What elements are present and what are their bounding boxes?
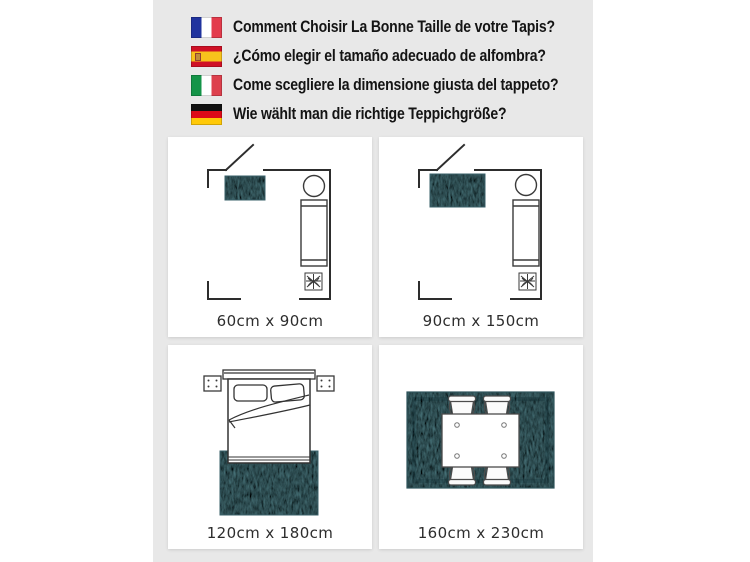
title-german: Wie wählt man die richtige Teppichgröße? bbox=[233, 105, 507, 123]
size-card-90x150 bbox=[379, 137, 583, 337]
sofa bbox=[513, 200, 539, 266]
multilingual-header bbox=[153, 0, 593, 125]
title-row-german bbox=[191, 104, 593, 125]
sofa bbox=[301, 200, 327, 266]
italy-flag-icon bbox=[191, 75, 222, 96]
title-french: Comment Choisir La Bonne Taille de votre Tapis? bbox=[233, 18, 555, 36]
spain-flag-icon bbox=[191, 46, 222, 67]
pillow-left bbox=[234, 385, 267, 401]
floor-plan-medium-rug-diagram bbox=[379, 137, 583, 305]
size-card-120x180 bbox=[168, 345, 372, 549]
plant bbox=[519, 273, 536, 290]
title-spanish: ¿Cómo elegir el tamaño adecuado de alfombra? bbox=[233, 47, 546, 65]
nightstand-right bbox=[317, 376, 334, 391]
label-area bbox=[207, 517, 334, 549]
label-area bbox=[217, 305, 324, 337]
rug-60x90 bbox=[225, 176, 265, 200]
size-card-160x230 bbox=[379, 345, 583, 549]
floor-plan-small-rug-diagram bbox=[168, 137, 372, 305]
dining-table bbox=[442, 414, 519, 467]
spain-coat-of-arms bbox=[195, 53, 201, 61]
title-row-french bbox=[191, 17, 593, 38]
size-label-90x150: 90cm x 150cm bbox=[422, 311, 540, 330]
size-label-160x230: 160cm x 230cm bbox=[417, 523, 545, 542]
title-row-italian bbox=[191, 75, 593, 96]
title-italian: Come scegliere la dimensione giusta del tappeto? bbox=[233, 76, 559, 94]
plant bbox=[305, 273, 322, 290]
side-table bbox=[304, 176, 325, 197]
germany-flag-icon bbox=[191, 104, 222, 125]
title-row-spanish bbox=[191, 46, 593, 67]
pillow-right bbox=[270, 384, 304, 403]
nightstand-left bbox=[204, 376, 221, 391]
label-area bbox=[418, 517, 545, 549]
door-swing bbox=[437, 145, 464, 170]
rug-size-guide-image bbox=[153, 0, 593, 562]
size-label-120x180: 120cm x 180cm bbox=[206, 523, 334, 542]
label-area bbox=[423, 305, 540, 337]
size-cards-grid bbox=[153, 137, 593, 549]
size-card-60x90 bbox=[168, 137, 372, 337]
side-table bbox=[516, 175, 537, 196]
size-label-60x90: 60cm x 90cm bbox=[216, 311, 324, 330]
france-flag-icon bbox=[191, 17, 222, 38]
headboard bbox=[223, 370, 315, 379]
bed-rug-diagram bbox=[168, 345, 372, 517]
door-swing bbox=[226, 145, 253, 170]
dining-set-rug-diagram bbox=[379, 345, 583, 517]
rug-90x150 bbox=[430, 174, 485, 207]
